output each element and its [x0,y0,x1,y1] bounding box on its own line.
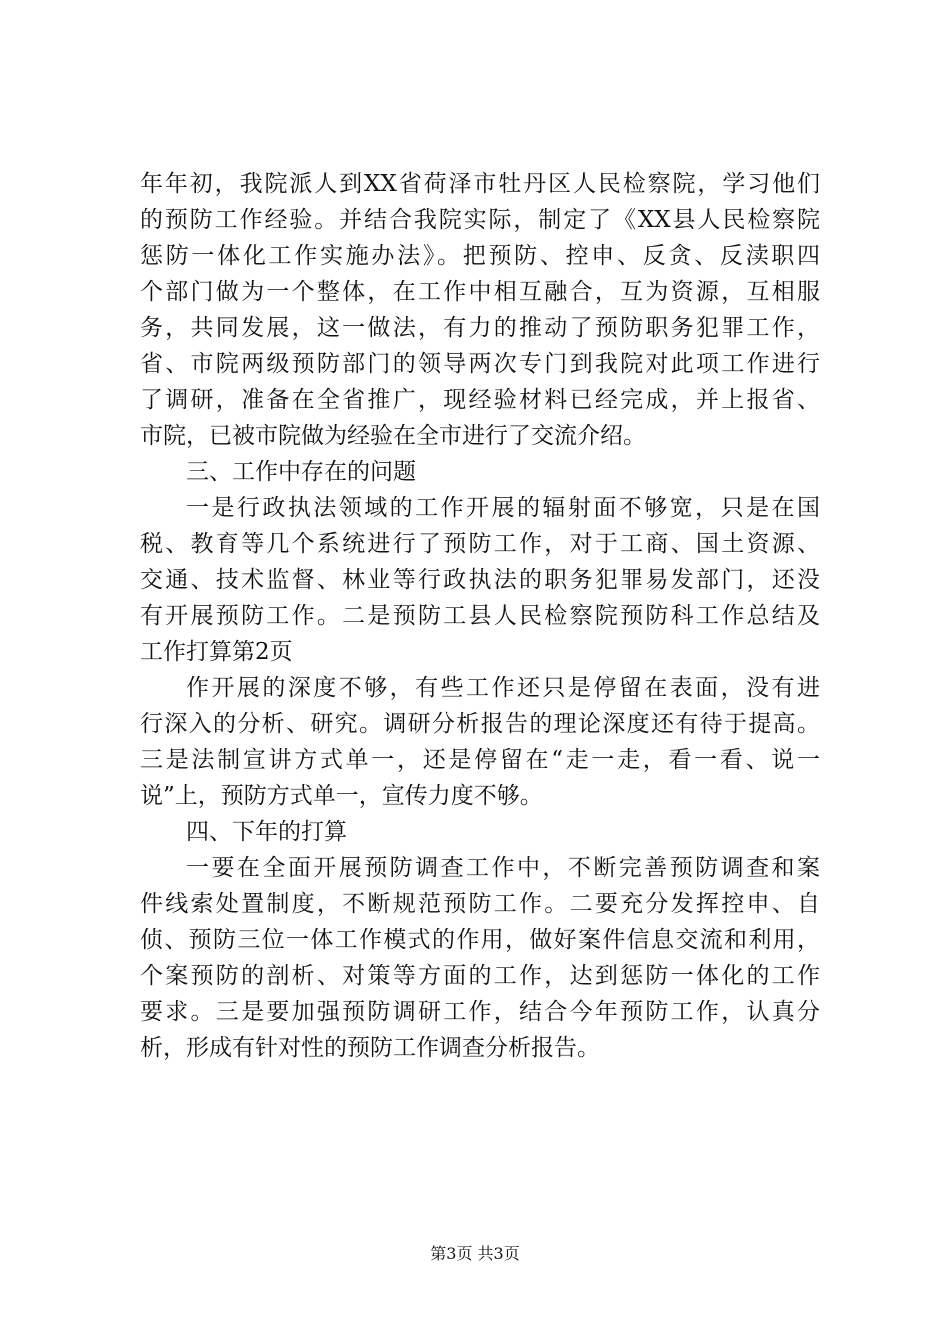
text-line: 工作打算第2页 [140,639,293,665]
text-line: 作开展的深度不够，有些工作还只是停留在表面，没有进 [186,675,820,701]
document-body [140,166,820,1066]
text-line: 一是行政执法领域的工作开展的辐射面不够宽，只是在国 [186,495,820,521]
text-line: 四、下年的打算 [186,819,347,845]
text-line: 惩防一体化工作实施办法》。把预防、控申、反贪、反渎职四 [140,243,820,269]
text-line: 年年初，我院派人到XX省荷泽市牡丹区人民检察院，学习他们 [140,171,820,197]
text-line: 析，形成有针对性的预防工作调查分析报告。 [140,1035,600,1061]
text-line: 三是法制宣讲方式单一，还是停留在“走一走，看一看、说一 [140,747,820,773]
text-line: 一要在全面开展预防调查工作中，不断完善预防调查和案 [186,855,820,881]
text-line: 三、工作中存在的问题 [186,459,416,485]
text-line: 交通、技术监督、林业等行政执法的职务犯罪易发部门，还没 [140,567,820,593]
text-line: 行深入的分析、研究。调研分析报告的理论深度还有待于提高。 [140,711,820,737]
text-line: 务，共同发展，这一做法，有力的推动了预防职务犯罪工作， [140,315,820,341]
text-line: 有开展预防工作。二是预防工县人民检察院预防科工作总结及 [140,603,820,629]
page-footer: 第3页 共3页 [430,1244,520,1263]
text-line: 侦、预防三位一体工作模式的作用，做好案件信息交流和利用， [140,927,820,953]
text-line: 了调研，准备在全省推广，现经验材料已经完成，并上报省、 [140,387,820,413]
text-line: 个部门做为一个整体，在工作中相互融合，互为资源，互相服 [140,279,820,305]
text-line: 要求。三是要加强预防调研工作，结合今年预防工作，认真分 [140,999,820,1025]
text-line: 省、市院两级预防部门的领导两次专门到我院对此项工作进行 [140,351,820,377]
text-line: 件线索处置制度，不断规范预防工作。二要充分发挥控申、自 [140,891,820,917]
text-line: 的预防工作经验。并结合我院实际，制定了《XX县人民检察院 [140,207,820,233]
text-line: 税、教育等几个系统进行了预防工作，对于工商、国土资源、 [140,531,820,557]
text-line: 个案预防的剖析、对策等方面的工作，达到惩防一体化的工作 [140,963,820,989]
text-line: 说”上，预防方式单一，宣传力度不够。 [140,783,543,809]
text-line: 市院，已被市院做为经验在全市进行了交流介绍。 [140,423,646,449]
